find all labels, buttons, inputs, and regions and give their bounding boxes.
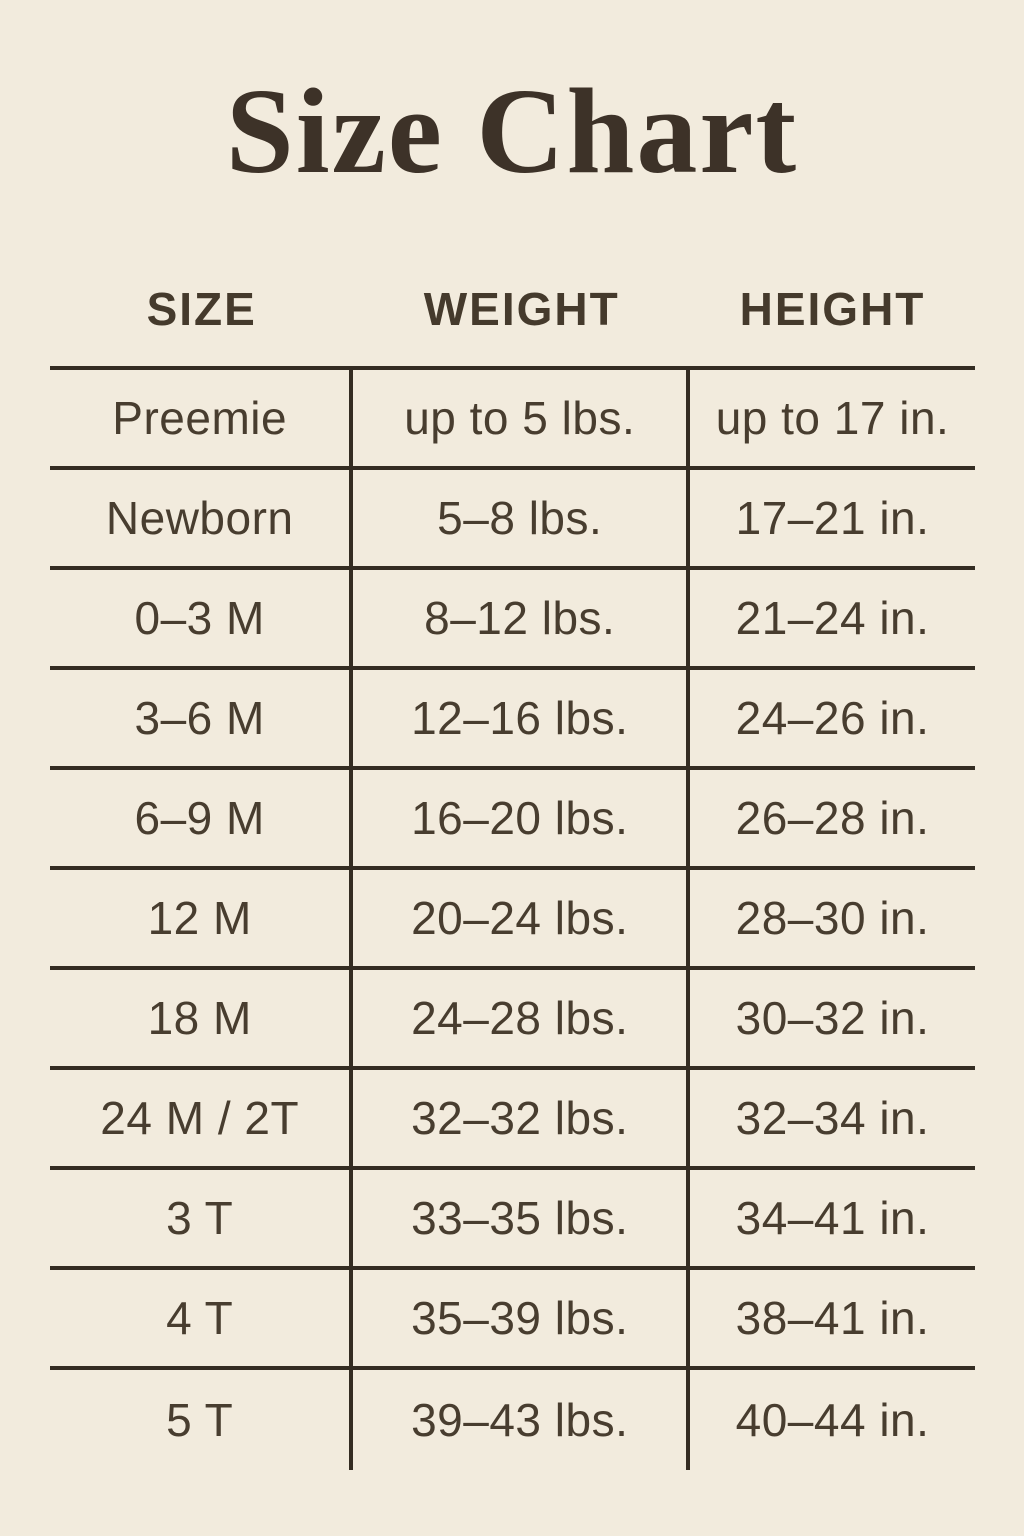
table-cell: 24–28 lbs. bbox=[353, 970, 690, 1066]
table-cell: 4 T bbox=[50, 1270, 353, 1366]
table-cell: 21–24 in. bbox=[735, 592, 930, 644]
table-cell: 32–34 in. bbox=[735, 1092, 930, 1144]
table-header-row bbox=[50, 282, 975, 336]
table-row bbox=[50, 570, 975, 670]
table-cell: 24–26 in. bbox=[735, 692, 930, 744]
table-cell: 35–39 lbs. bbox=[353, 1270, 690, 1366]
table-cell: 40–44 in. bbox=[735, 1394, 930, 1446]
table-cell: 8–12 lbs. bbox=[353, 570, 690, 666]
table-row bbox=[50, 970, 975, 1070]
table-cell: 30–32 in. bbox=[735, 992, 930, 1044]
table-cell: 17–21 in. bbox=[735, 492, 930, 544]
table-cell: 28–30 in. bbox=[735, 892, 930, 944]
table-cell: 20–24 lbs. bbox=[353, 870, 690, 966]
table-cell: Preemie bbox=[50, 370, 353, 466]
table-cell: 3–6 M bbox=[50, 670, 353, 766]
table-row bbox=[50, 1070, 975, 1170]
table-cell: 26–28 in. bbox=[735, 792, 930, 844]
table-row bbox=[50, 770, 975, 870]
column-header-weight: WEIGHT bbox=[423, 283, 620, 335]
table-row bbox=[50, 870, 975, 970]
table-cell: 0–3 M bbox=[50, 570, 353, 666]
table-cell: 18 M bbox=[50, 970, 353, 1066]
column-header-height: HEIGHT bbox=[739, 283, 926, 335]
table-cell: 5–8 lbs. bbox=[353, 470, 690, 566]
table-cell: 33–35 lbs. bbox=[353, 1170, 690, 1266]
table-cell: 12 M bbox=[50, 870, 353, 966]
table-row bbox=[50, 370, 975, 470]
table-row bbox=[50, 670, 975, 770]
table-cell: 5 T bbox=[50, 1370, 353, 1470]
table-cell: 6–9 M bbox=[50, 770, 353, 866]
table-row bbox=[50, 1170, 975, 1270]
table-cell: 38–41 in. bbox=[735, 1292, 930, 1344]
size-chart-table bbox=[50, 366, 975, 1470]
table-cell: 3 T bbox=[50, 1170, 353, 1266]
table-row bbox=[50, 1370, 975, 1470]
table-row bbox=[50, 1270, 975, 1370]
table-cell: 24 M / 2T bbox=[50, 1070, 353, 1166]
table-cell: 16–20 lbs. bbox=[353, 770, 690, 866]
table-cell: 34–41 in. bbox=[735, 1192, 930, 1244]
table-cell: 39–43 lbs. bbox=[353, 1370, 690, 1470]
column-header-size: SIZE bbox=[146, 283, 257, 335]
table-row bbox=[50, 470, 975, 570]
table-cell: 12–16 lbs. bbox=[353, 670, 690, 766]
table-cell: up to 17 in. bbox=[715, 392, 950, 444]
page-title: Size Chart bbox=[225, 64, 799, 199]
table-cell: Newborn bbox=[50, 470, 353, 566]
table-cell: 32–32 lbs. bbox=[353, 1070, 690, 1166]
table-cell: up to 5 lbs. bbox=[353, 370, 690, 466]
